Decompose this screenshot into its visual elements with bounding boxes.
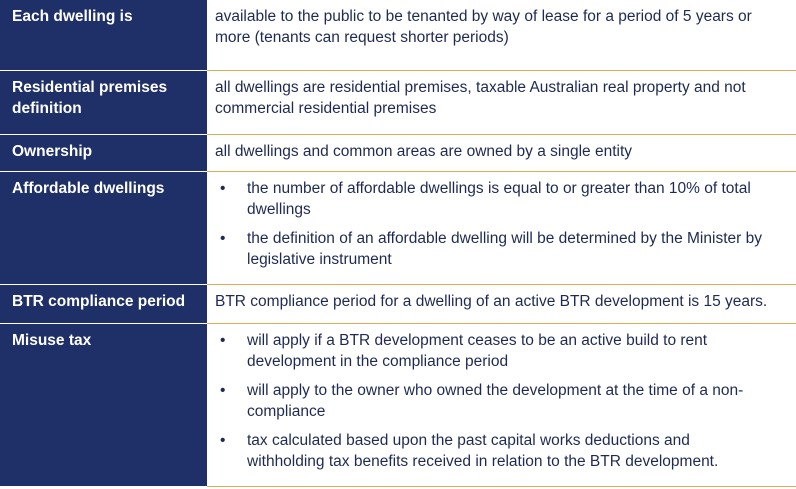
table-row [0, 324, 796, 486]
row-label: BTR compliance period [0, 285, 207, 323]
row-text: all dwellings and common areas are owned by a single entity [215, 143, 633, 160]
row-label: Affordable dwellings [0, 172, 207, 284]
bullet-icon: • [220, 332, 226, 349]
row-text: available to the public to be tenanted by way of lease for a period of 5 years or more (tenants can request shorter periods) [215, 8, 752, 46]
bullet-icon: • [220, 432, 226, 449]
bullet-icon: • [220, 230, 226, 247]
list-item-text: tax calculated based upon the past capital works deductions and withholding tax benefits received in relation to the BTR development. [247, 432, 719, 470]
table-row [0, 0, 796, 70]
table-row [0, 135, 796, 171]
table-row [0, 285, 796, 323]
list-item [215, 178, 780, 220]
list-item-text: the number of affordable dwellings is equal to or greater than 10% of total dwellings [247, 180, 751, 218]
list-item-text: will apply to the owner who owned the development at the time of a non-compliance [247, 382, 744, 420]
row-label: Misuse tax [0, 324, 207, 486]
row-label: Each dwelling is [0, 0, 207, 70]
table-row [0, 71, 796, 134]
row-bullets [207, 324, 796, 486]
row-text: all dwellings are residential premises, taxable Australian real property and not commercial residential premises [215, 79, 746, 117]
row-bullets [207, 172, 796, 284]
list-item [215, 380, 756, 422]
row-label: Residential premises definition [0, 71, 207, 134]
bullet-icon: • [220, 180, 226, 197]
list-item-text: the definition of an affordable dwelling will be determined by the Minister by legislative instrument [247, 230, 762, 268]
row-label: Ownership [0, 135, 207, 171]
list-item [215, 228, 780, 270]
row-text: BTR compliance period for a dwelling of an active BTR development is 15 years. [215, 293, 768, 310]
bullet-icon: • [220, 382, 226, 399]
list-item-text: will apply if a BTR development ceases to be an active build to rent development in the compliance period [247, 332, 708, 370]
list-item [215, 330, 756, 372]
table-row [0, 172, 796, 284]
row-divider [207, 486, 796, 487]
list-item [215, 430, 756, 472]
